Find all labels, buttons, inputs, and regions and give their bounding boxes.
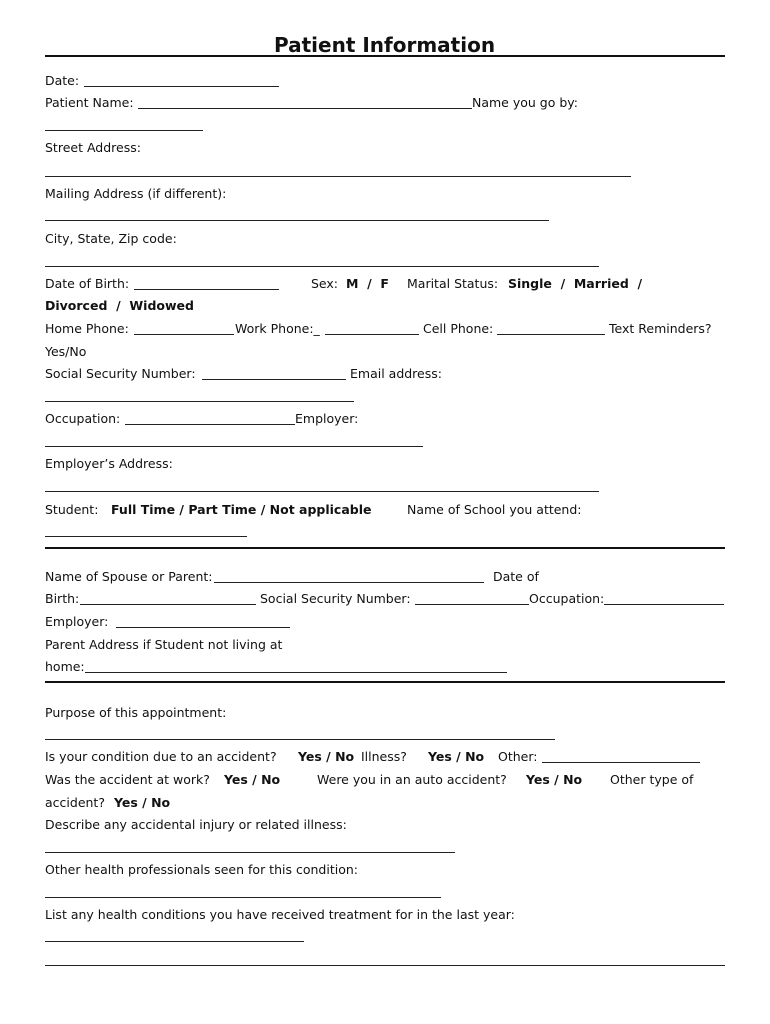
other-health-label: Other health professionals seen for this condition:	[45, 862, 358, 877]
spouse-ssn-field[interactable]	[415, 604, 529, 605]
employer-address-field[interactable]	[45, 491, 599, 492]
student-label: Student:	[45, 502, 99, 517]
conditions-field-1[interactable]	[45, 941, 304, 942]
work-phone-field[interactable]	[325, 334, 419, 335]
dob-label: Date of Birth:	[45, 276, 130, 291]
marital-options-line2[interactable]: Divorced / Widowed	[45, 298, 194, 313]
other-type-yes-no[interactable]: Yes / No	[114, 795, 171, 810]
other-field[interactable]	[542, 762, 700, 763]
home-phone-field[interactable]	[134, 334, 234, 335]
date-of-label: Date of	[493, 569, 539, 584]
cell-phone-field[interactable]	[497, 334, 605, 335]
city-state-zip-field[interactable]	[45, 266, 599, 267]
spouse-employer-field[interactable]	[116, 627, 290, 628]
marital-status-label: Marital Status:	[407, 276, 499, 291]
student-options[interactable]: Full Time / Part Time / Not applicable	[111, 502, 372, 517]
spouse-name-label: Name of Spouse or Parent:	[45, 569, 213, 584]
cell-phone-label: Cell Phone:	[423, 321, 494, 336]
school-field[interactable]	[45, 536, 247, 537]
employer-field[interactable]	[45, 446, 423, 447]
auto-accident-question: Were you in an auto accident?	[317, 772, 507, 787]
conditions-label: List any health conditions you have received treatment for in the last year:	[45, 907, 515, 922]
purpose-field[interactable]	[45, 739, 555, 740]
work-accident-question: Was the accident at work?	[45, 772, 210, 787]
work-accident-yes-no[interactable]: Yes / No	[224, 772, 281, 787]
auto-accident-yes-no[interactable]: Yes / No	[526, 772, 583, 787]
other-label: Other:	[498, 749, 538, 764]
home-phone-label: Home Phone:	[45, 321, 129, 336]
spouse-employer-label: Employer:	[45, 614, 109, 629]
parent-address-field[interactable]	[85, 672, 507, 673]
date-label: Date:	[45, 73, 80, 88]
school-label: Name of School you attend:	[407, 502, 582, 517]
sex-options[interactable]: M / F	[346, 276, 389, 291]
other-type-label-cont: accident?	[45, 795, 105, 810]
describe-label: Describe any accidental injury or related illness:	[45, 817, 347, 832]
parent-address-label: Parent Address if Student not living at	[45, 637, 283, 652]
ssn-label: Social Security Number:	[45, 366, 196, 381]
sex-label: Sex:	[311, 276, 339, 291]
other-type-label: Other type of	[610, 772, 694, 787]
occupation-field[interactable]	[125, 424, 295, 425]
dob-field[interactable]	[134, 289, 279, 290]
email-label: Email address:	[350, 366, 442, 381]
date-field[interactable]	[84, 86, 279, 87]
other-health-field[interactable]	[45, 897, 441, 898]
street-address-label: Street Address:	[45, 140, 141, 155]
birth-label: Birth:	[45, 591, 80, 606]
work-phone-label: Work Phone:_	[235, 321, 320, 336]
accident-question: Is your condition due to an accident?	[45, 749, 277, 764]
email-field[interactable]	[45, 401, 354, 402]
conditions-field-2[interactable]	[45, 965, 725, 966]
section-divider-1	[45, 547, 725, 549]
marital-options-line1[interactable]: Single / Married /	[508, 276, 643, 291]
employer-address-label: Employer’s Address:	[45, 456, 173, 471]
spouse-occupation-field[interactable]	[604, 604, 724, 605]
spouse-ssn-label: Social Security Number:	[260, 591, 411, 606]
patient-name-label: Patient Name:	[45, 95, 134, 110]
text-reminders-label: Text Reminders?	[609, 321, 712, 336]
illness-yes-no[interactable]: Yes / No	[428, 749, 485, 764]
mailing-address-label: Mailing Address (if different):	[45, 186, 227, 201]
spouse-occupation-label: Occupation:	[529, 591, 605, 606]
spouse-dob-field[interactable]	[80, 604, 256, 605]
patient-name-field[interactable]	[138, 108, 472, 109]
text-reminders-options[interactable]: Yes/No	[45, 344, 87, 359]
mailing-address-field[interactable]	[45, 220, 549, 221]
purpose-label: Purpose of this appointment:	[45, 705, 227, 720]
spouse-name-field[interactable]	[214, 582, 484, 583]
ssn-field[interactable]	[202, 379, 346, 380]
section-divider-2	[45, 681, 725, 683]
accident-yes-no[interactable]: Yes / No	[298, 749, 355, 764]
employer-label: Employer:	[295, 411, 359, 426]
title-rule	[45, 55, 725, 57]
street-address-field[interactable]	[45, 176, 631, 177]
describe-field[interactable]	[45, 852, 455, 853]
home-label: home:	[45, 659, 85, 674]
page-title: Patient Information	[274, 33, 496, 57]
name-go-by-label: Name you go by:	[472, 95, 578, 110]
name-go-by-field[interactable]	[45, 130, 203, 131]
illness-question: Illness?	[361, 749, 407, 764]
occupation-label: Occupation:	[45, 411, 121, 426]
city-state-zip-label: City, State, Zip code:	[45, 231, 177, 246]
